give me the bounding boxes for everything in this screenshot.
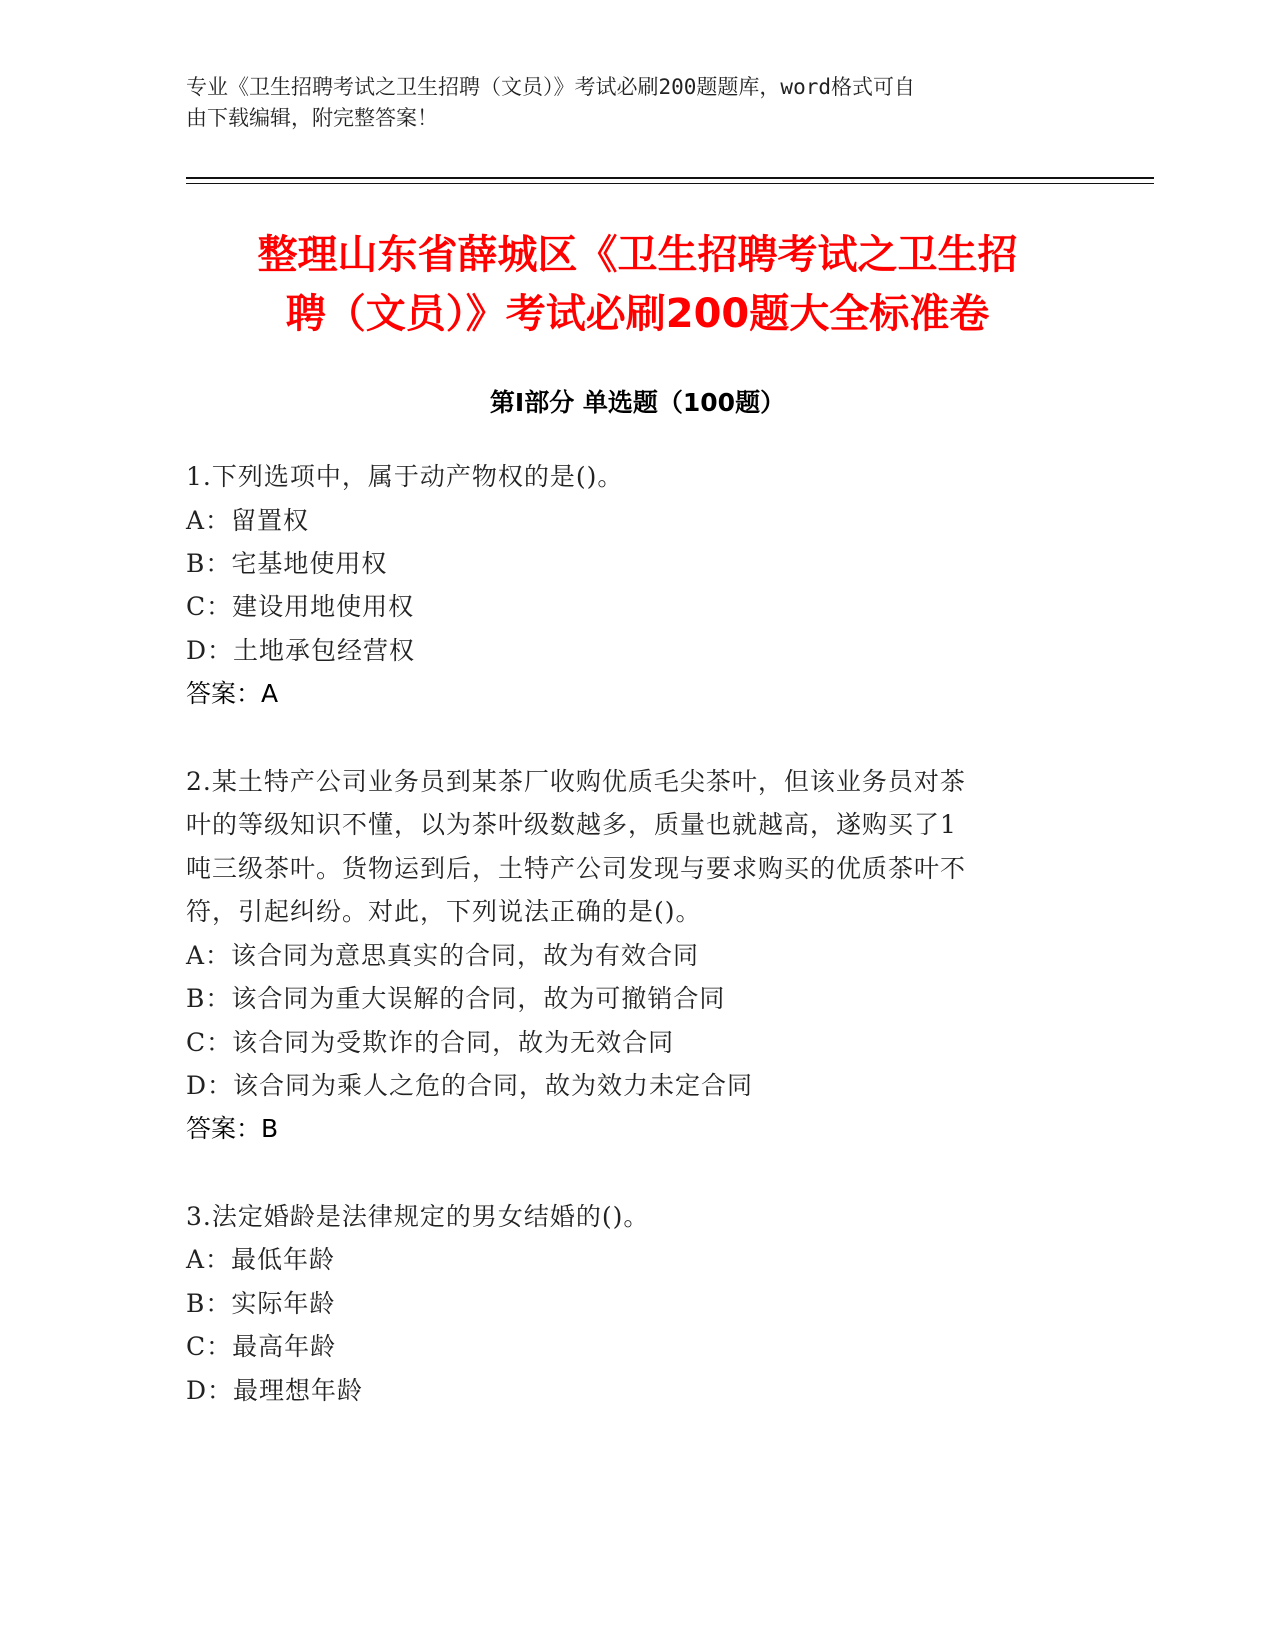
- question-1-option-a: A：留置权: [186, 506, 310, 535]
- question-3-option-d: D：最理想年龄: [186, 1376, 364, 1405]
- divider-thin: [186, 183, 1154, 184]
- question-1-option-b: B：宅基地使用权: [186, 549, 388, 578]
- question-2-stem: 吨三级茶叶。货物运到后，土特产公司发现与要求购买的优质茶叶不: [186, 854, 967, 883]
- question-2-answer: 答案：B: [186, 1114, 279, 1143]
- question-2-option-d: D：该合同为乘人之危的合同，故为效力未定合同: [186, 1071, 754, 1100]
- header-note-line: 专业《卫生招聘考试之卫生招聘（文员）》考试必刷200题题库，word格式可自: [186, 75, 915, 99]
- section-title: 第Ⅰ部分 单选题（100题）: [489, 388, 786, 417]
- question-2-option-c: C：该合同为受欺诈的合同，故为无效合同: [186, 1028, 675, 1057]
- question-3-option-a: A：最低年龄: [186, 1245, 336, 1274]
- question-2-option-b: B：该合同为重大误解的合同，故为可撤销合同: [186, 984, 726, 1013]
- question-1-option-d: D：土地承包经营权: [186, 636, 416, 665]
- question-2-stem: 符，引起纠纷。对此，下列说法正确的是()。: [186, 897, 702, 926]
- question-3-option-b: B：实际年龄: [186, 1289, 336, 1318]
- header-note-line: 由下载编辑，附完整答案！: [186, 106, 438, 130]
- question-2-option-a: A：该合同为意思真实的合同，故为有效合同: [186, 941, 700, 970]
- divider-thick: [186, 177, 1154, 179]
- question-2-stem: 叶的等级知识不懂，以为茶叶级数越多，质量也就越高，遂购买了1: [186, 810, 957, 839]
- question-1-stem: 1.下列选项中，属于动产物权的是()。: [186, 462, 624, 491]
- document-title-line: 聘（文员）》考试必刷200题大全标准卷: [285, 291, 990, 337]
- question-3-stem: 3.法定婚龄是法律规定的男女结婚的()。: [186, 1202, 650, 1231]
- document-title: [186, 226, 1089, 344]
- question-3-option-c: C：最高年龄: [186, 1332, 337, 1361]
- header-note: [186, 72, 1066, 134]
- question-1-answer: 答案：A: [186, 679, 279, 708]
- question-1-option-c: C：建设用地使用权: [186, 592, 415, 621]
- document-title-line: 整理山东省薛城区《卫生招聘考试之卫生招: [257, 232, 1018, 278]
- question-2-stem: 2.某土特产公司业务员到某茶厂收购优质毛尖茶叶，但该业务员对茶: [186, 767, 966, 796]
